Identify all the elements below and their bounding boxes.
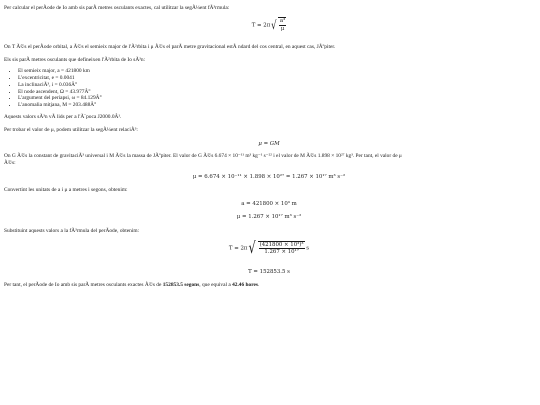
constants-paragraph-end: Ã©s:	[4, 159, 16, 166]
list-item: • El semieix major, a = 421800 km	[18, 68, 534, 75]
substituted-formula	[4, 240, 534, 266]
substitution-paragraph: Substituint aquests valors a la fÃ³rmula del perÃode, obtenim:	[4, 227, 140, 234]
intro-paragraph: Per calcular el perÃode de Io amb sis parÃ metres osculants exactes, cal utilitzar la segÃ¼ent fÃ³rmula:	[4, 5, 230, 11]
orbital-elements-list	[4, 68, 534, 109]
period-seconds: 152853.5 segons	[162, 282, 200, 288]
result-equation: T = 152853.5 s	[248, 269, 290, 276]
list-item: • La inclinaciÃ³, i = 0.036Â°	[18, 82, 534, 89]
mu-definition: μ = GM	[258, 141, 280, 148]
conclusion-paragraph	[4, 282, 534, 289]
conversion-paragraph: Convertint les unitats de a i μ a metres i segons, obtenim:	[4, 187, 128, 194]
period-hours: 42.46 hores	[232, 282, 259, 288]
period-formula-lhs: T = 2π	[251, 22, 271, 28]
elements-intro: Els sis parÃ metres osculants que defineixen l'Ã²rbita de Io sÃ³n:	[4, 56, 146, 63]
list-item: • L'excentricitat, e = 0.0041	[18, 75, 534, 82]
constants-paragraph: On G Ã©s la constant de gravitaciÃ³ universal i M Ã©s la massa de JÃºpiter. El valor de G Ã©s 6.674 × 10⁻¹¹ m³ kg⁻¹ s⁻²² i el valor de M Ã©s 1.898 × 10²⁷ kg³. Per tant, el valor de μ	[4, 153, 402, 159]
definition-paragraph: On T Ã©s el perÃode orbital, a Ã©s el semieix major de l'Ã²rbita i μ Ã©s el parÃ metre gravitacional estÃ ndard del cos central, en aquest cas, JÃºpiter.	[4, 43, 336, 50]
substituted-formula-unit: s	[306, 245, 310, 252]
epoch-paragraph: Aquests valors sÃ³n vÃ lids per a l'Ã¨poca J2000.0Â¹.	[4, 113, 122, 120]
mu-si-equation: μ = 1.267 × 10¹⁷ m³ s⁻²	[236, 213, 302, 220]
period-formula-numerator: a³	[279, 17, 286, 24]
conclusion-middle: , que equival a	[199, 282, 233, 288]
a-si-equation: a = 421800 × 10³ m	[241, 201, 297, 207]
substituted-formula-numerator: (421800 × 10³)³	[259, 241, 304, 248]
list-item: • El node ascendent, Ω = 43.977Â°	[18, 89, 534, 96]
document	[4, 5, 534, 289]
list-item: • L'anomalia mitjana, M = 203.488Â°	[18, 102, 534, 109]
sqrt-symbol: √	[248, 238, 257, 258]
period-formula-denominator: μ	[280, 25, 285, 32]
conclusion-end: .	[258, 282, 260, 288]
conclusion-text: Per tant, el perÃode de Io amb sis parÃ metres osculants exactes Ã©s de	[4, 282, 163, 288]
sqrt-symbol: √	[271, 17, 277, 32]
substituted-formula-denominator: 1.267 × 10¹⁷	[264, 249, 299, 256]
mu-intro: Per trobar el valor de μ, podem utilitzar la segÃ¼ent relaciÃ³:	[4, 126, 138, 133]
substituted-formula-lhs: T = 2π	[228, 245, 248, 252]
period-formula	[4, 17, 534, 39]
mu-value-equation: μ = 6.674 × 10⁻¹¹ × 1.898 × 10²⁷ = 1.267 × 10¹⁷ m³ s⁻²	[192, 173, 346, 180]
list-item: • L'argument del periapsi, ω = 84.129Â°	[18, 95, 534, 102]
